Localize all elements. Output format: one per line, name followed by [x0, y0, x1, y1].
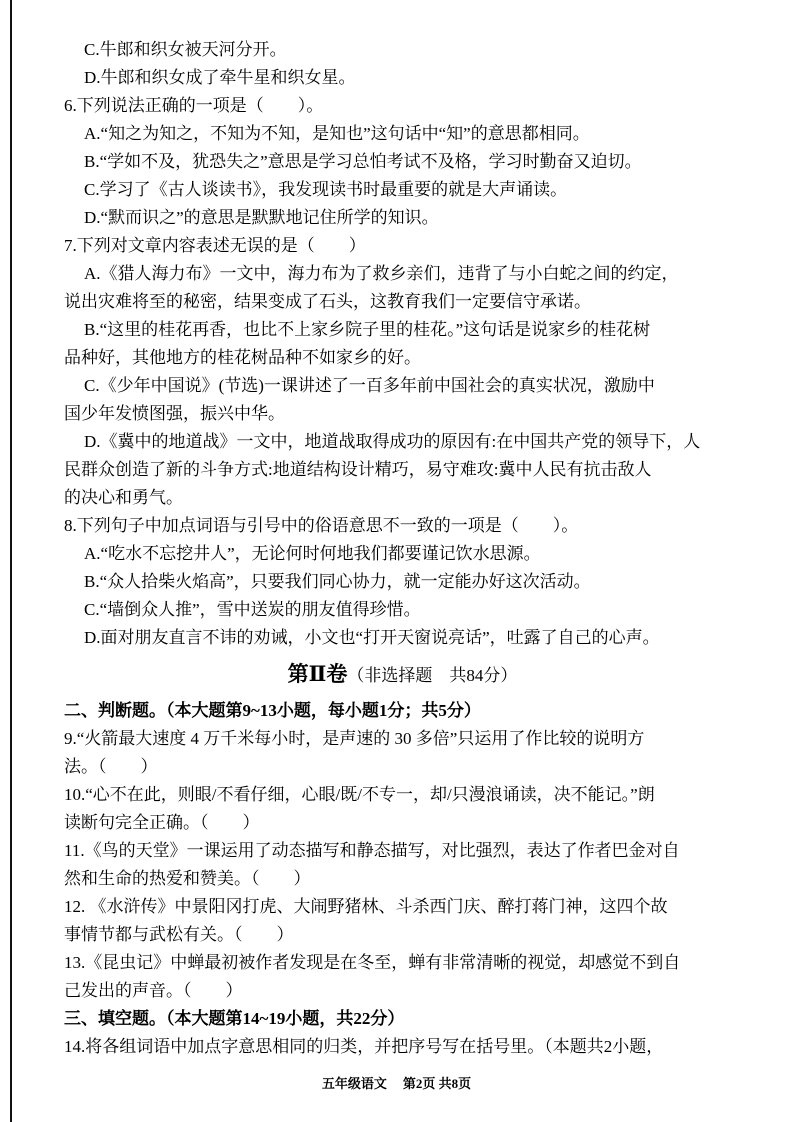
part2-non-choice: [64, 697, 741, 1061]
option-line: B.“这里的桂花再香，也比不上家乡院子里的桂花。”这句话是说家乡的桂花树: [84, 320, 651, 339]
section-header-judgment: 二、判断题。（本大题第9~13小题，每小题1分；共5分）: [64, 701, 481, 720]
continuation-line: 说出灾难将至的秘密，结果变成了石头，这教育我们一定要信守承诺。: [64, 292, 591, 311]
option-line: C.“墙倒众人推”，雪中送炭的朋友值得珍惜。: [84, 600, 421, 619]
option-line: C.《少年中国说》(节选)一课讲述了一百多年前中国社会的真实状况，激励中: [84, 376, 655, 395]
continuation-line: 己发出的声音。（ ）: [64, 981, 243, 1000]
option-line: D.面对朋友直言不讳的劝诫，小文也“打开天窗说亮话”，吐露了自己的心声。: [84, 628, 660, 647]
footer-page-info: 第2页 共8页: [402, 1076, 472, 1091]
option-line: B.“学如不及，犹恐失之”意思是学习总怕考试不及格，学习时勤奋又迫切。: [84, 152, 642, 171]
binding-line: [10, 0, 12, 1122]
continuation-line: 品种好，其他地方的桂花树品种不如家乡的好。: [64, 348, 421, 367]
option-line: B.“众人拾柴火焰高”，只要我们同心协力，就一定能办好这次活动。: [84, 572, 591, 591]
option-line: A.“吃水不忘挖井人”，无论何时何地我们都要谨记饮水思源。: [84, 544, 541, 563]
continuation-line: 事情节都与武松有关。（ ）: [64, 925, 294, 944]
question-line: 12. 《水浒传》中景阳冈打虎、大闹野猪林、斗杀西门庆、醉打蒋门神，这四个故: [64, 897, 668, 916]
continuation-line: 民群众创造了新的斗争方式:地道结构设计精巧，易守难攻:冀中人民有抗击敌人: [64, 460, 652, 479]
option-line: A.“知之为知之，不知为不知，是知也”这句话中“知”的意思都相同。: [84, 124, 590, 143]
part2-title-sub: （非选择题 共84分）: [347, 666, 518, 685]
question-line: 10.“心不在此，则眼/不看仔细，心眼/既/不专一，却/只漫浪诵读，决不能记。”朗: [64, 785, 655, 804]
continuation-line: 的决心和勇气。: [64, 488, 183, 507]
continuation-line: 然和生命的热爱和赞美。（ ）: [64, 869, 311, 888]
question-line: 9.“火箭最大速度 4 万千米每小时，是声速的 30 多倍”只运用了作比较的说明方: [64, 729, 645, 748]
part1-multiple-choice: [64, 36, 741, 652]
question-line: 14.将各组词语中加点字意思相同的归类，并把序号写在括号里。（本题共2小题，: [64, 1037, 664, 1056]
page-footer: [0, 1073, 793, 1092]
option-line: D.“默而识之”的意思是默默地记住所学的知识。: [84, 208, 439, 227]
continuation-line: 国少年发愤图强，振兴中华。: [64, 404, 285, 423]
continuation-line: 法。（ ）: [64, 757, 158, 776]
exam-content: [64, 36, 741, 1061]
question-line: 11.《鸟的天堂》一课运用了动态描写和静态描写，对比强烈，表达了作者巴金对自: [64, 841, 680, 860]
question-line: 6.下列说法正确的一项是（ ）。: [64, 96, 324, 115]
option-line: C.牛郎和织女被天河分开。: [84, 40, 287, 59]
option-line: C.学习了《古人谈读书》，我发现读书时最重要的就是大声诵读。: [84, 180, 568, 199]
part2-title: [64, 659, 741, 691]
part2-title-main: 第Ⅱ卷: [287, 662, 348, 686]
section-header-fill-blank: 三、填空题。（本大题第14~19小题，共22分）: [64, 1009, 405, 1028]
question-line: 13.《昆虫记》中蝉最初被作者发现是在冬至，蝉有非常清晰的视觉，却感觉不到自: [64, 953, 681, 972]
question-line: 8.下列句子中加点词语与引号中的俗语意思不一致的一项是（ ）。: [64, 516, 579, 535]
option-line: D.《冀中的地道战》一文中，地道战取得成功的原因有:在中国共产党的领导下，人: [84, 432, 701, 451]
option-line: D.牛郎和织女成了牵牛星和织女星。: [84, 68, 356, 87]
question-line: 7.下列对文章内容表述无误的是（ ）: [64, 236, 366, 255]
option-line: A.《猎人海力布》一文中，海力布为了救乡亲们，违背了与小白蛇之间的约定，: [84, 264, 679, 283]
continuation-line: 读断句完全正确。（ ）: [64, 813, 260, 832]
footer-subject: 五年级语文: [321, 1076, 387, 1091]
